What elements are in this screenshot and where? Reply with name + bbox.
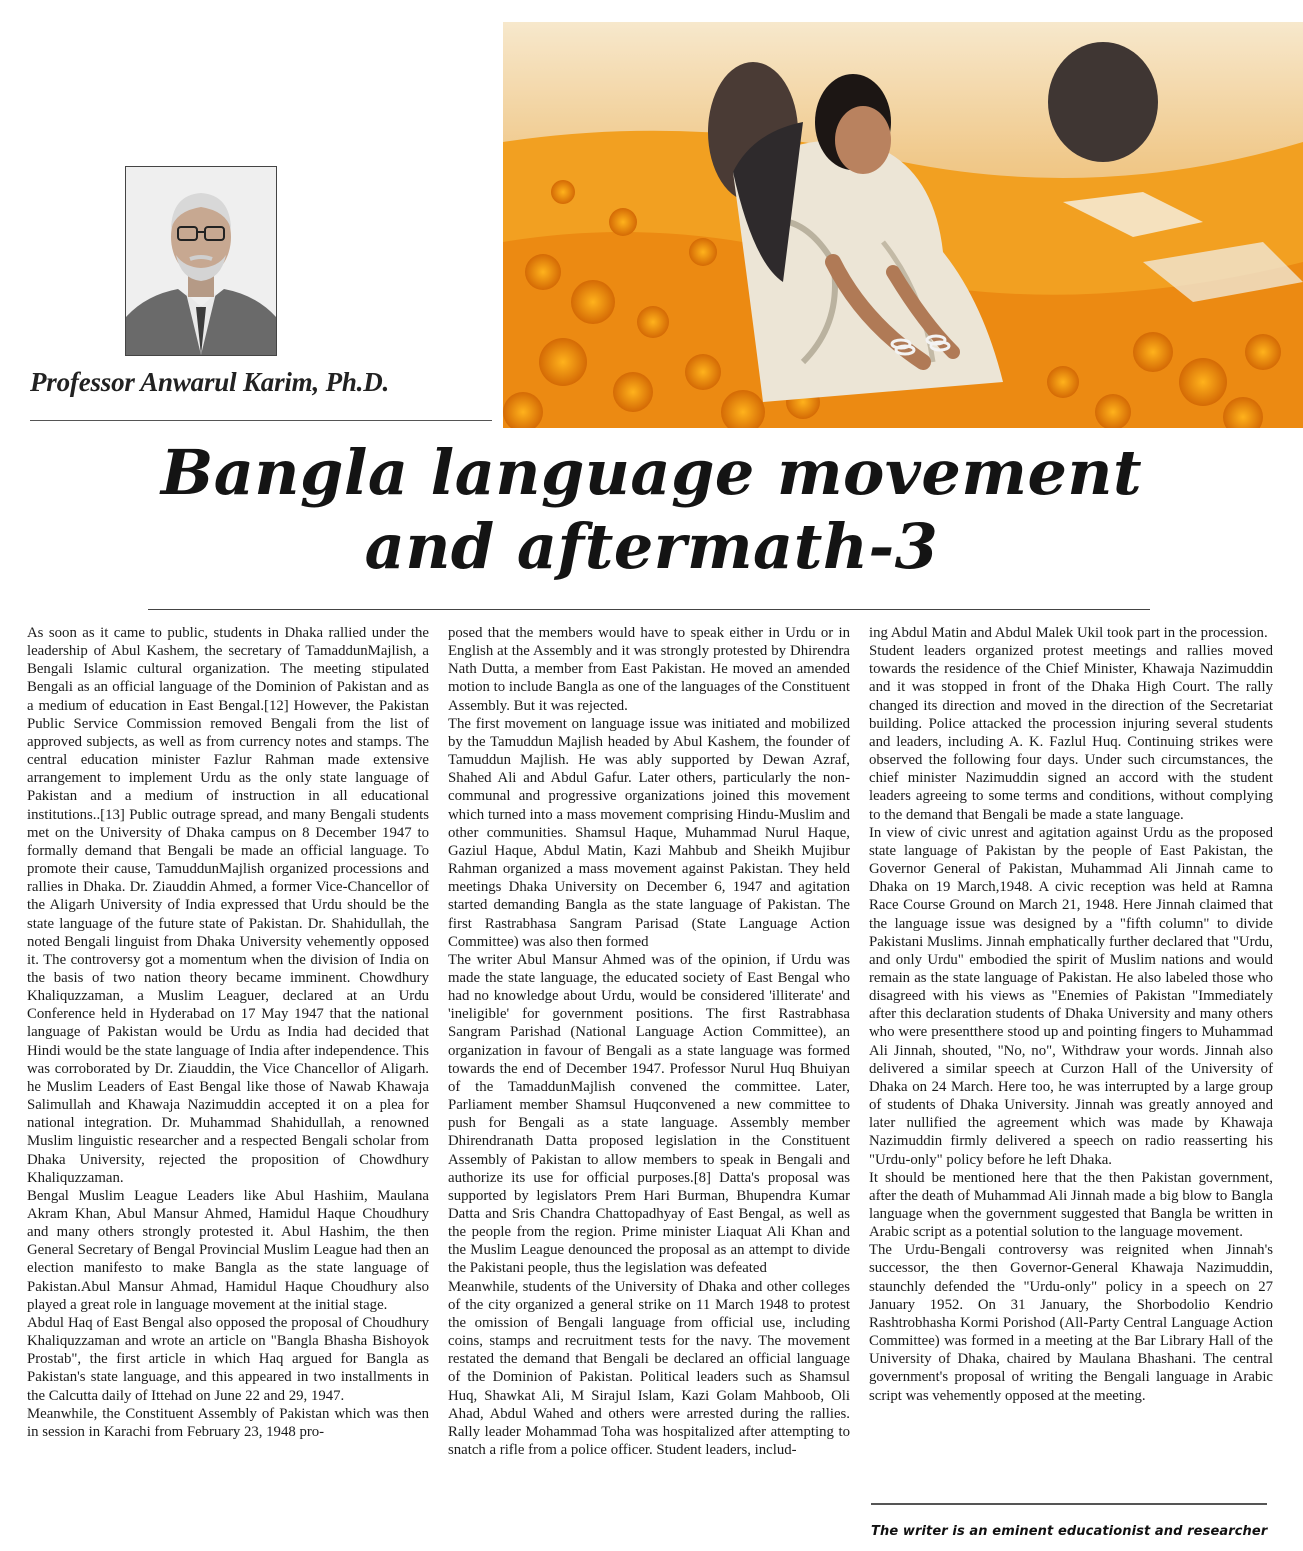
- paragraph: Abdul Haq of East Bengal also opposed the proposal of Choudhury Khaliquzzaman and wrote an article on "Bangla Bhasha Bishoyok Prostab", the first article in which Haq argued for Bangla as Pakistan's state language, and this appeared in two installments in the Calcutta daily of Ittehad on June 22 and 29, 1947.: [27, 1314, 429, 1404]
- paragraph: Meanwhile, the Constituent Assembly of Pakistan which was then in session in Karachi from February 23, 1948 pro-: [27, 1405, 429, 1440]
- article-photo: [503, 22, 1303, 428]
- paragraph: The writer Abul Mansur Ahmed was of the opinion, if Urdu was made the state language, the educated society of East Bengal who had no knowledge about Urdu, would be considered 'illiterate' and 'ineligible' for government positions. The first Rastrabhasa Sangram Parishad (National Language Action Committee), an organization in favour of Bengali as a state language was formed towards the end of December 1947. Professor Nurul Huq Bhuiyan of the TamaddunMajlish convened the committee. Later, Parliament member Shamsul Huqconvened a new committee to push for Bengali as a state language. Assembly member Dhirendranath Datta proposed legislation in the Constituent Assembly of Pakistan to allow members to speak in Bengali and authorize its use for official purposes.[8] Datta's proposal was supported by legislators Prem Hari Burman, Bhupendra Kumar Datta and Sris Chandra Chattopadhyay of East Bengal, as well as the people from the region. Prime minister Liaquat Ali Khan and the Muslim League denounced the proposal as an attempt to divide the Pakistani people, thus the legislation was defeated: [448, 951, 850, 1277]
- paragraph: It should be mentioned here that the then Pakistan government, after the death of Muhammad Ali Jinnah made a big blow to Bangla language when the government suggested that Bangla be written in Arabic script as a potential solution to the language movement.: [869, 1169, 1273, 1241]
- flower-arrangement-photo: [503, 22, 1303, 428]
- paragraph: The first movement on language issue was initiated and mobilized by the Tamuddun Majlish headed by Abul Kashem, the founder of Tamuddun Majlish. He was ably supported by Dewan Azraf, Shahed Ali and Abdul Gafur. Later others, particularly the non-communal and progressive organizations joined this movement which turned into a mass movement comprising Hindu-Muslim and other communities. Shamsul Haque, Muhammad Nurul Haque, Gaziul Haque, Abdul Matin, Kazi Mahbub and Sheikh Mujibur Rahman organized a mass movement against Pakistan. They held meetings Dhaka University on December 6, 1947 and agitation started demanding Bangla as the state language of Pakistan. The first Rastrabhasa Sangram Parisad (State Language Action Committee) was also then formed: [448, 715, 850, 950]
- article-column-2: [448, 624, 850, 1459]
- paragraph: Bengal Muslim League Leaders like Abul Hashiim, Maulana Akram Khan, Abul Mansur Ahmed, Hamidul Haque Choudhury and many others strongly protested it. Abul Hashim, the then General Secretary of Bengal Provincial Muslim League had then an election manifesto to make Bangla as the state language of Pakistan.Abul Mansur Ahmad, Hamidul Haque Choudhury also played a great role in language movement at the initial stage.: [27, 1187, 429, 1313]
- author-byline: Professor Anwarul Karim, Ph.D.: [30, 367, 390, 397]
- paragraph: posed that the members would have to speak either in Urdu or in English at the Assembly and it was strongly protested by Dhirendra Nath Dutta, a member from East Pakistan. He moved an amended motion to include Bangla as one of the languages of the Constituent Assembly. But it was rejected.: [448, 625, 850, 714]
- paragraph: Meanwhile, students of the University of Dhaka and other colleges of the city organized a general strike on 11 March 1948 to protest the omission of Bengali language from official use, including coins, stamps and recruitment tests for the navy. The movement restated the demand that Bengali be declared an official language of the Dominion of Pakistan. Political leaders such as Shamsul Huq, Shawkat Ali, M Sirajul Islam, Kazi Golam Mahboob, Oli Ahad, Abdul Wahed and others were arrested during the rallies. Rally leader Mohammad Toha was hospitalized after attempting to snatch a rifle from a police officer. Student leaders, includ-: [448, 1278, 850, 1459]
- paragraph: In view of civic unrest and agitation against Urdu as the proposed state language of Pakistan by the people of East Pakistan, the Governor General of Pakistan, Muhammad Ali Jinnah came to Dhaka on 19 March,1948. A civic reception was held at Ramna Race Course Ground on March 21, 1948. Here Jinnah claimed that the language issue was designed by a "fifth column" to divide Pakistani Muslims. Jinnah emphatically further declared that "Urdu, and only Urdu" embodied the spirit of Muslim nations and would remain as the state language of Pakistan. He also labeled those who disagreed with his views as "Enemies of Pakistan "Immediately after this declaration students of Dhaka University and many others who were presentthere stood up and pointing fingers to Muhammad Ali Jinnah, shouted, "No, no", Withdraw your words. Jinnah also delivered a similar speech at Curzon Hall of the University of Dhaka on 24 March. Here too, he was interrupted by a large group of students of Dhaka University. Jinnah was greatly annoyed and later nullified the agreement which was made by Khawaja Nazimuddin firmly delivered a speech on radio reasserting his "Urdu-only" policy before he left Dhaka.: [869, 824, 1273, 1168]
- writer-note: The writer is an eminent educationist and researcher: [871, 1524, 1268, 1539]
- headline-line-2: and aftermath-3: [364, 510, 939, 583]
- headline: [0, 436, 1303, 584]
- footer-divider: [871, 1503, 1267, 1505]
- author-portrait-image: [126, 167, 276, 355]
- paragraph: The Urdu-Bengali controversy was reignited when Jinnah's successor, the then Governor-General Khawaja Nazimuddin, staunchly defended the "Urdu-only" policy in a speech on 27 January 1952. On 31 January, the Shorbodolio Kendrio Rashtrobhasha Kormi Porishod (All-Party Central Language Action Committee) was formed in a meeting at the Bar Library Hall of the University of Dhaka, chaired by Maulana Bhashani. The central government's proposal of writing the Bengali language in Arabic script was vehemently opposed at the meeting.: [869, 1242, 1273, 1404]
- author-portrait: [125, 166, 277, 356]
- paragraph: Student leaders organized protest meetings and rallies moved towards the residence of the Chief Minister, Khawaja Nazimuddin and it was stopped in front of the Dhaka High Court. The rally changed its direction and moved in the direction of the Secretariat building. Police attacked the procession injuring several students and leaders, including A. K. Fazlul Huq. Continuing strikes were observed the following four days. Under such circumstances, the chief minister Nazimuddin signed an accord with the student leaders agreeing to some terms and conditions, without complying to the demand that Bengali be made a state language.: [869, 643, 1273, 823]
- headline-divider: [148, 609, 1150, 610]
- headline-line-1: Bangla language movement: [160, 436, 1143, 509]
- article-column-1: [27, 624, 429, 1441]
- article-column-3: [869, 624, 1273, 1405]
- paragraph: As soon as it came to public, students in Dhaka rallied under the leadership of Abul Kashem, the secretary of TamaddunMajlish, a Bengali Islamic cultural organization. The meeting stipulated Bengali as an official language of the Dominion of Pakistan and as a medium of education in East Bengal.[12] However, the Pakistan Public Service Commission removed Bengali from the list of approved subjects, as well as from currency notes and stamps. The central education minister Fazlur Rahman made extensive arrangement to implement Urdu as the only state language of Pakistan and a medium of instruction in all educational institutions..[13] Public outrage spread, and many Bengali students met on the University of Dhaka campus on 8 December 1947 to formally demand that Bengali be made an official language. To promote their cause, TamuddunMajlish organized processions and rallies in Dhaka. Dr. Ziauddin Ahmed, a former Vice-Chancellor of the Aligarh University of India expressed that Urdu should be the state language of the future state of Pakistan. Dr. Shahidullah, the noted Bengali linguist from Dhaka University vehemently opposed it. The controversy got a momentum when the division of India on the basis of two nation theory became imminent. Chowdhury Khaliquzzaman, a Muslim Leaguer, declared at an Urdu Conference held in Hyderabad on 17 May 1947 that the national language of Pakistan would be Urdu as India had decided that Hindi would be the state language of India after independence. This was corroborated by Dr. Ziauddin, the Vice Chancellor of Aligarh. he Muslim Leaders of East Bengal like those of Nawab Khawaja Salimullah and Khawaja Nazimuddin accepted it on a plea for national integration. Dr. Muhammad Shahidullah, a renowned Muslim linguistic researcher and a respected Bengali scholar from Dhaka University, rejected the proposition of Chowdhury Khaliquzzaman.: [27, 625, 429, 1186]
- byline-divider: [30, 420, 492, 421]
- paragraph: ing Abdul Matin and Abdul Malek Ukil took part in the procession.: [869, 625, 1268, 641]
